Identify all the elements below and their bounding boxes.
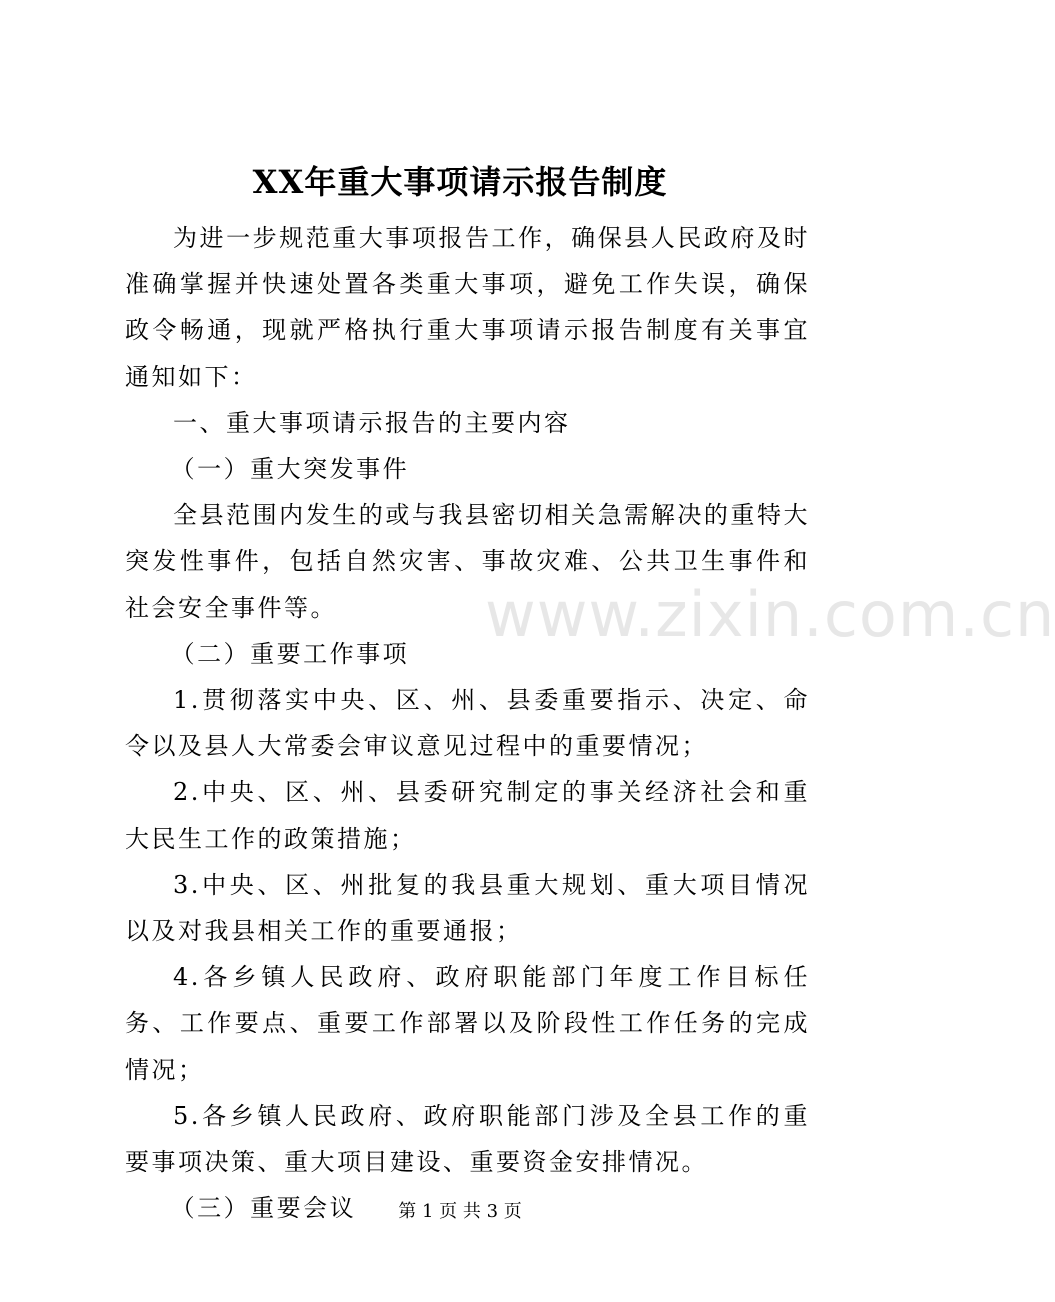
list-item-2: 2.中央、区、州、县委研究制定的事关经济社会和重大民生工作的政策措施； xyxy=(125,778,810,853)
document-title: XX年重大事项请示报告制度 xyxy=(252,163,668,201)
page-footer: 第 1 页 共 3 页 xyxy=(398,1201,522,1222)
list-item-4: 4.各乡镇人民政府、政府职能部门年度工作目标任务、工作要点、重要工作部署以及阶段性工作任务的完成情况； xyxy=(125,963,810,1084)
list-item-3: 3.中央、区、州批复的我县重大规划、重大项目情况以及对我县相关工作的重要通报； xyxy=(125,870,810,946)
intro-paragraph: 为进一步规范重大事项报告工作，确保县人民政府及时准确掌握并快速处置各类重大事项，避免工作失误，确保政令畅通，现就严格执行重大事项请示报告制度有关事宜通知如下： xyxy=(125,224,810,391)
paragraph-emergency-events: 全县范围内发生的或与我县密切相关急需解决的重特大突发性事件，包括自然灾害、事故灾难、公共卫生事件和社会安全事件等。 xyxy=(125,501,810,622)
subsection-heading-2: （二）重要工作事项 xyxy=(170,639,410,668)
list-item-5: 5.各乡镇人民政府、政府职能部门涉及全县工作的重要事项决策、重大项目建设、重要资金安排情况。 xyxy=(125,1101,810,1177)
document-body xyxy=(125,215,810,1231)
section-heading-1: 一、重大事项请示报告的主要内容 xyxy=(173,408,571,437)
watermark: www.zixin.com.cn xyxy=(485,578,1055,651)
subsection-heading-3: （三）重要会议 xyxy=(170,1194,357,1223)
list-item-1: 1.贯彻落实中央、区、州、县委重要指示、决定、命令以及县人大常委会审议意见过程中的重要情况； xyxy=(125,686,810,761)
subsection-heading-1: （一）重大突发事件 xyxy=(170,455,410,484)
